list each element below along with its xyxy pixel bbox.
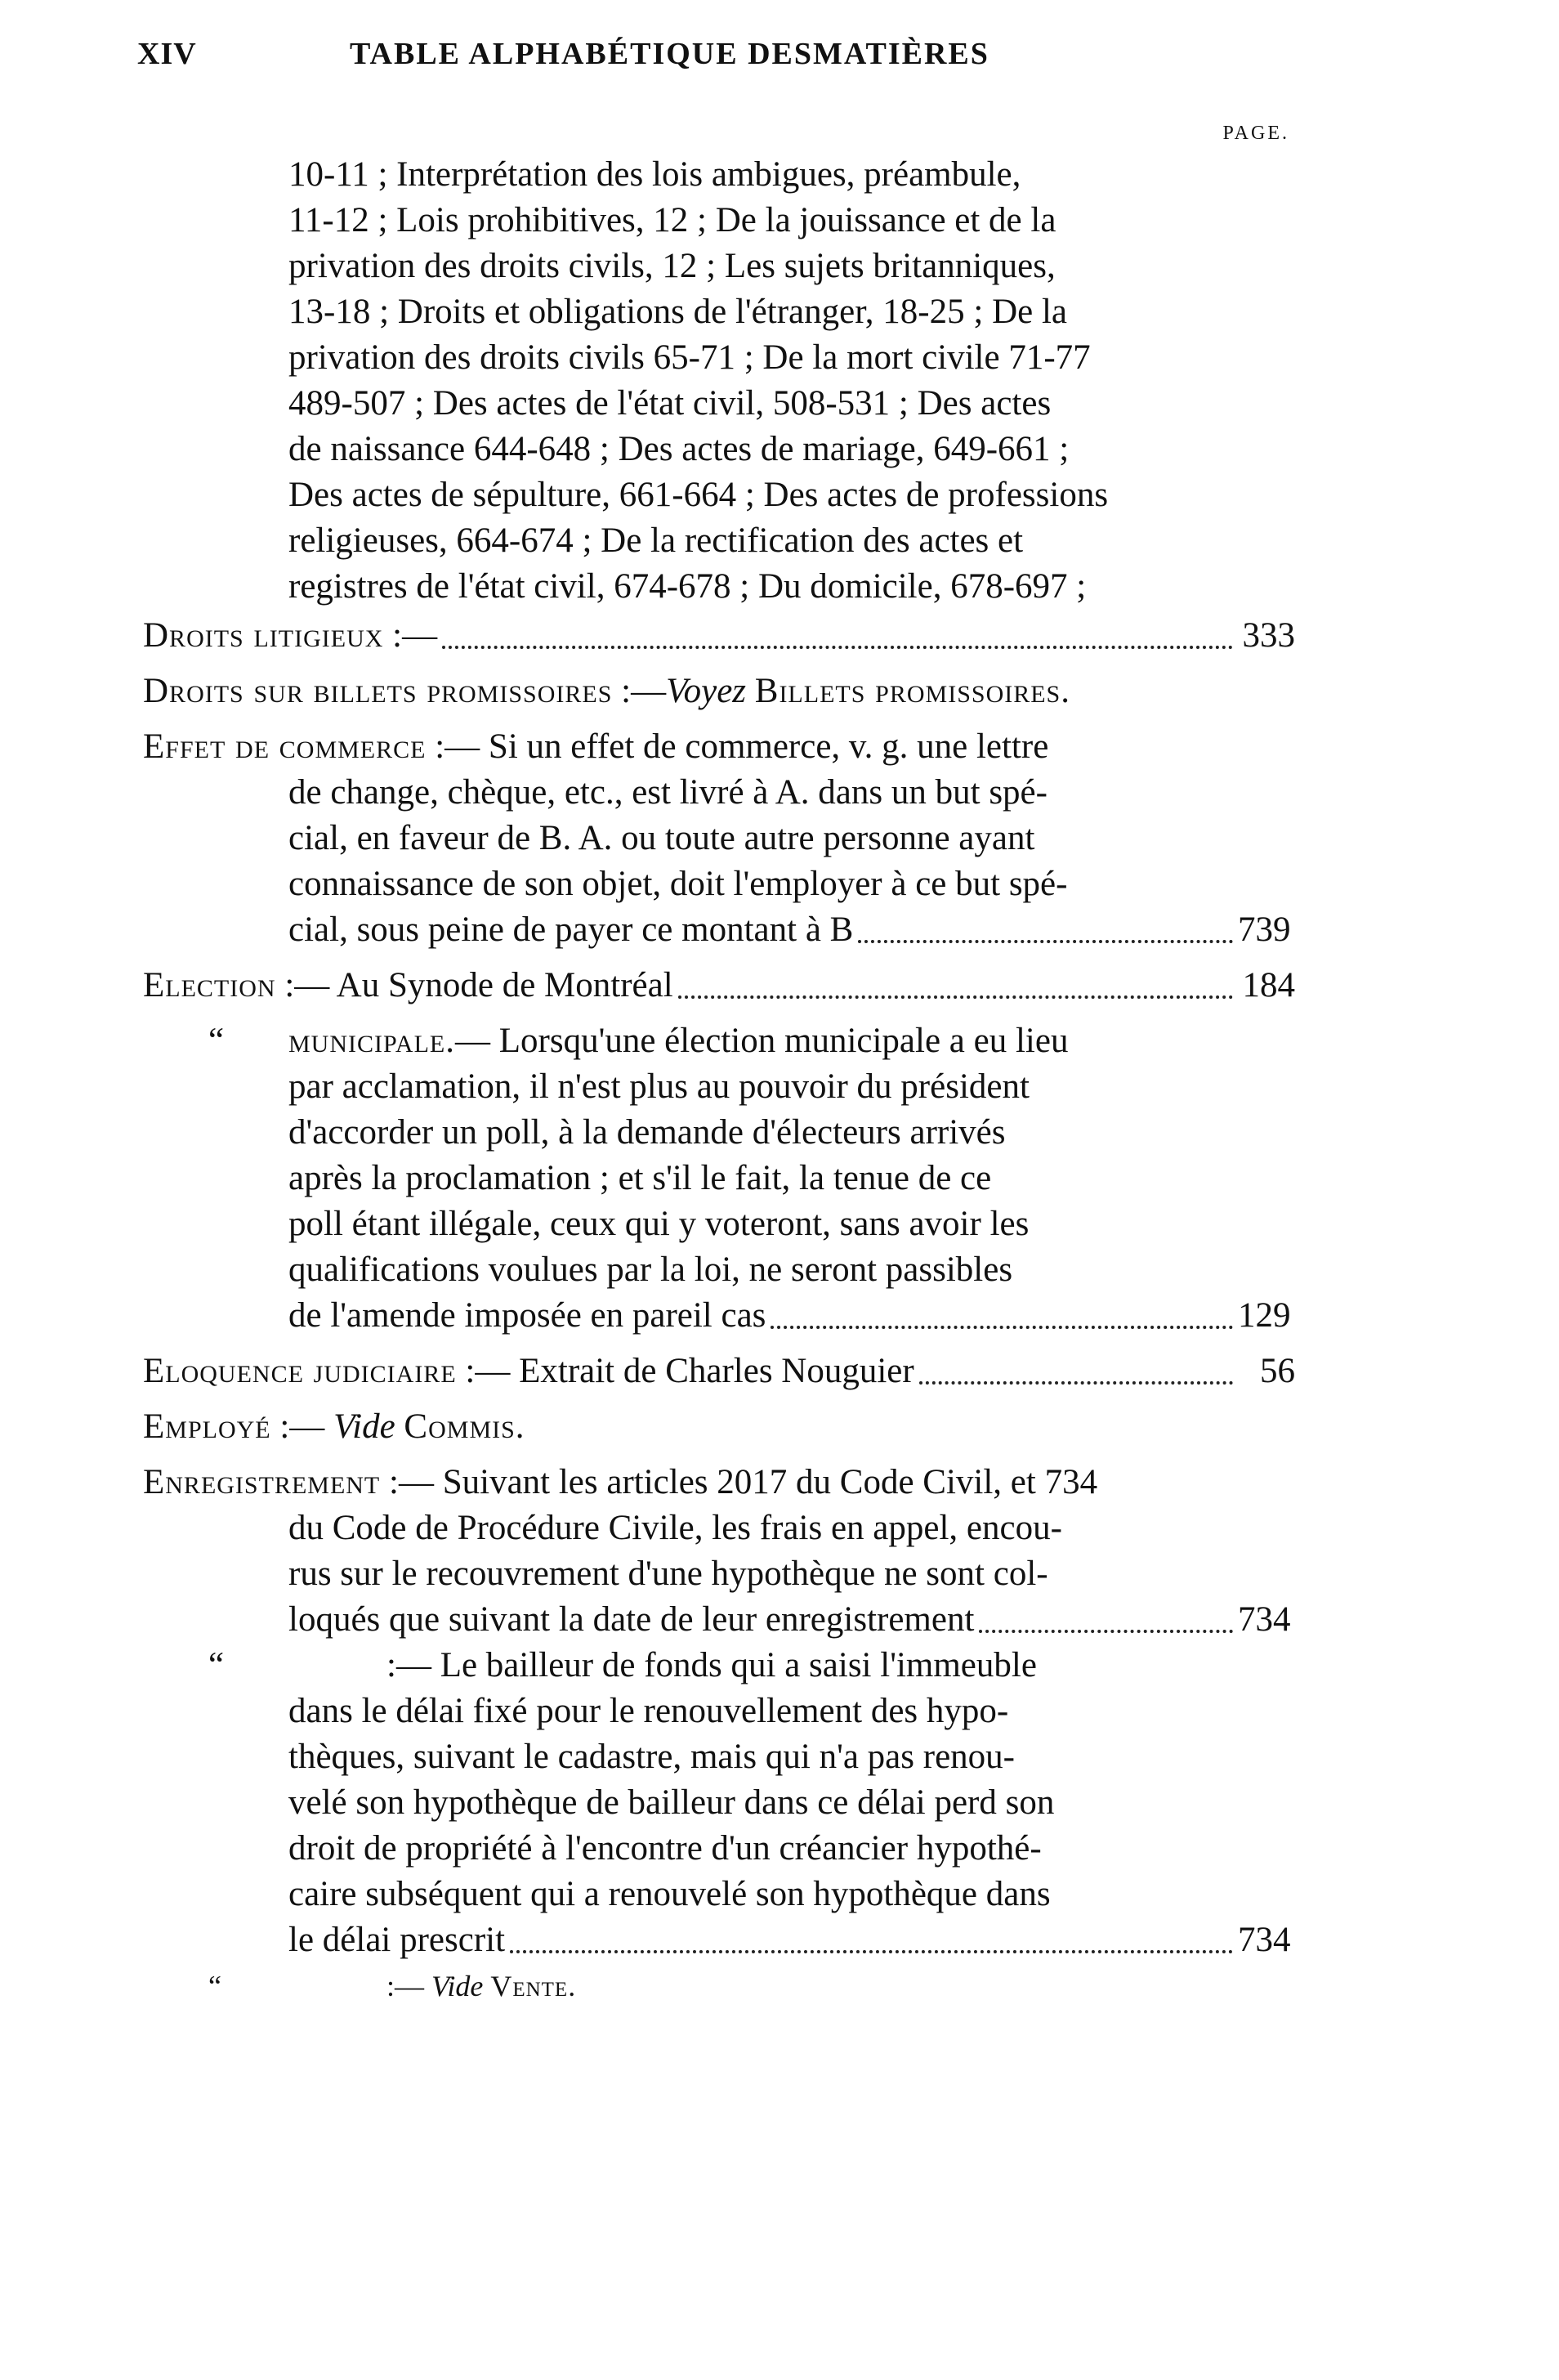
page-reference: 739: [1238, 910, 1291, 949]
text-line: caire subséquent qui a renouvelé son hypothèque dans: [288, 1875, 1051, 1913]
index-entry-droits-billets: [143, 669, 1295, 714]
index-entry-election-municipale: [143, 1018, 1295, 1339]
text-line: droit de propriété à l'encontre d'un créancier hypothé-: [288, 1829, 1042, 1868]
entry-heading: Election: [143, 966, 276, 1004]
ditto-mark: “: [208, 1022, 225, 1060]
text-line: de naissance 644-648 ; Des actes de mariage, 649-661 ;: [288, 430, 1070, 468]
page-reference: 56: [1260, 1352, 1295, 1390]
text-line: cial, sous peine de payer ce montant à B: [288, 910, 854, 949]
entry-text: :— Si un effet de commerce, v. g. une lettre: [426, 727, 1049, 766]
dot-leader: [510, 1950, 1233, 1953]
text-line: registres de l'état civil, 674-678 ; Du domicile, 678-697 ;: [288, 567, 1087, 606]
entry-subheading: municipale.: [288, 1022, 455, 1060]
text-line: rus sur le recouvrement d'une hypothèque ne sont col-: [288, 1555, 1048, 1593]
entry-heading: Droits sur billets promissoires: [143, 672, 613, 710]
entry-text: :— Suivant les articles 2017 du Code Civil, et 734: [380, 1463, 1098, 1501]
entry-heading: Enregistrement: [143, 1463, 381, 1501]
page-reference: 734: [1238, 1600, 1291, 1639]
running-title: TABLE ALPHABÉTIQUE DESMATIÈRES: [350, 37, 989, 71]
text-line: d'accorder un poll, à la demande d'électeurs arrivés: [288, 1113, 1006, 1152]
text-line: 489-507 ; Des actes de l'état civil, 508-531 ; Des actes: [288, 384, 1052, 423]
index-entry-enregistrement-2: [143, 1643, 1295, 1963]
dot-leader: [678, 995, 1233, 999]
dot-leader: [919, 1381, 1233, 1385]
entry-text: :—: [386, 1970, 432, 2002]
cross-reference: Vente.: [490, 1970, 577, 2002]
index-content: [143, 152, 1295, 2009]
entry-heading: Employé: [143, 1407, 271, 1446]
text-line: qualifications voulues par la loi, ne seront passibles: [288, 1250, 1013, 1289]
index-entry-enregistrement: [143, 1460, 1295, 1643]
text-line: de l'amende imposée en pareil cas: [288, 1296, 766, 1335]
text-line: velé son hypothèque de bailleur dans ce délai perd son: [288, 1783, 1055, 1822]
voyez-label: Voyez: [666, 672, 747, 710]
text-line: cial, en faveur de B. A. ou toute autre personne ayant: [288, 819, 1035, 857]
text-line: privation des droits civils 65-71 ; De la mort civile 71-77: [288, 338, 1091, 377]
text-line: de change, chèque, etc., est livré à A. dans un but spé-: [288, 773, 1048, 812]
vide-label: Vide: [431, 1970, 484, 2002]
entry-heading: Droits litigieux: [143, 616, 384, 655]
page-reference: 333: [1242, 616, 1295, 655]
entry-heading: Eloquence judiciaire: [143, 1352, 457, 1390]
entry-text: — Lorsqu'une élection municipale a eu lieu: [455, 1022, 1069, 1060]
text-line: religieuses, 664-674 ; De la rectification des actes et: [288, 521, 1024, 560]
index-entry-election: [143, 963, 1295, 1009]
text-line: 11-12 ; Lois prohibitives, 12 ; De la jouissance et de la: [288, 201, 1056, 239]
page-column-label: PAGE.: [1222, 123, 1289, 144]
running-header: [137, 36, 1298, 85]
text-line: 10-11 ; Interprétation des lois ambigues, préambule,: [288, 155, 1021, 194]
dot-leader: [858, 940, 1233, 943]
text-line: 13-18 ; Droits et obligations de l'étranger, 18-25 ; De la: [288, 293, 1067, 331]
entry-text: :— Le bailleur de fonds qui a saisi l'immeuble: [386, 1646, 1037, 1684]
text-line: du Code de Procédure Civile, les frais en appel, encou-: [288, 1509, 1062, 1547]
text-line: connaissance de son objet, doit l'employer à ce but spé-: [288, 865, 1068, 903]
text-line: loqués que suivant la date de leur enregistrement: [288, 1600, 975, 1639]
page-reference: 734: [1238, 1921, 1291, 1959]
text-line: dans le délai fixé pour le renouvellement des hypo-: [288, 1692, 1009, 1730]
index-entry-employe: [143, 1404, 1295, 1450]
entry-text: :—: [612, 672, 667, 710]
text-line: le délai prescrit: [288, 1921, 506, 1959]
index-entry-droits-litigieux: [143, 613, 1295, 659]
continuation-block: [143, 152, 1295, 610]
index-entry-eloquence: [143, 1349, 1295, 1394]
entry-text: :— Extrait de Charles Nouguier: [456, 1352, 914, 1390]
index-entry-enregistrement-3: [143, 1963, 1295, 2009]
entry-heading: Effet de commerce: [143, 727, 427, 766]
vide-label: Vide: [333, 1407, 395, 1446]
text-line: privation des droits civils, 12 ; Les sujets britanniques,: [288, 247, 1056, 285]
text-line: thèques, suivant le cadastre, mais qui n'a pas renou-: [288, 1738, 1015, 1776]
text-line: poll étant illégale, ceux qui y voteront, sans avoir les: [288, 1205, 1030, 1243]
text-line: par acclamation, il n'est plus au pouvoir du président: [288, 1067, 1030, 1106]
page-reference: 184: [1242, 966, 1295, 1004]
page-reference: 129: [1238, 1296, 1291, 1335]
entry-text: :—: [383, 616, 438, 655]
dot-leader: [442, 646, 1233, 649]
ditto-mark: “: [208, 1646, 225, 1684]
cross-reference: Commis.: [404, 1407, 525, 1446]
ditto-mark: “: [208, 1970, 221, 2002]
index-entry-effet-commerce: [143, 724, 1295, 953]
page-folio: XIV: [137, 37, 197, 71]
dot-leader: [771, 1326, 1233, 1329]
cross-reference: Billets promissoires.: [754, 672, 1070, 710]
text-line: Des actes de sépulture, 661-664 ; Des actes de professions: [288, 476, 1109, 514]
entry-text: :—: [270, 1407, 334, 1446]
text-line: après la proclamation ; et s'il le fait, la tenue de ce: [288, 1159, 992, 1197]
entry-text: :— Au Synode de Montréal: [275, 966, 673, 1004]
dot-leader: [979, 1630, 1233, 1633]
